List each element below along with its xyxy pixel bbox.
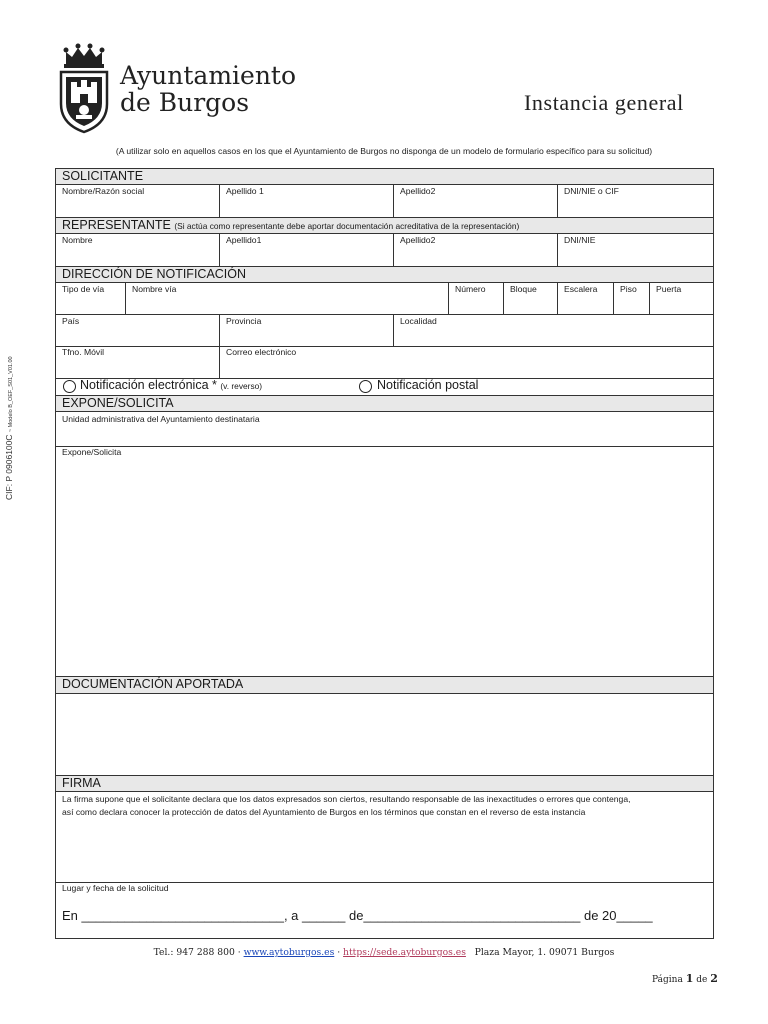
firma-title: FIRMA [62,776,101,790]
footer-sep: · [337,947,341,958]
field-provincia[interactable]: Provincia [226,316,262,326]
field-nombre-via[interactable]: Nombre vía [132,284,177,294]
section-firma [56,775,713,792]
section-direccion [56,266,713,283]
lugar-fecha-label: Lugar y fecha de la solicitud [62,883,169,893]
field-piso[interactable]: Piso [620,284,637,294]
usage-note: (A utilizar solo en aquellos casos en los que el Ayuntamiento de Burgos no disponga de un modelo de formulario específico para su solicitud) [115,146,653,156]
field-rep-dni-nie[interactable]: DNI/NIE [564,235,596,245]
section-expone-solicita [56,395,713,412]
field-escalera[interactable]: Escalera [564,284,598,294]
section-representante [56,217,713,234]
footer-web-link[interactable]: www.aytoburgos.es [243,947,335,958]
solicitante-title: SOLICITANTE [62,169,144,183]
lugar-fecha-line[interactable]: En ____________________________, a ______ de______________________________ de 20_____ [62,908,653,923]
model-code: ~ Modelo B_OEF_S01_V01.00 [8,356,14,433]
field-numero[interactable]: Número [455,284,486,294]
representante-note: (Si actúa como representante debe aportar documentación acreditativa de la representación) [174,221,520,231]
org-line2: de Burgos [120,88,250,117]
field-apellido2[interactable]: Apellido2 [400,186,436,196]
notificacion-postal-label: Notificación postal [377,378,479,392]
page-number: Página 1 de 2 [652,972,718,985]
burgos-crest-logo [58,42,110,134]
field-rep-apellido1[interactable]: Apellido1 [226,235,262,245]
field-apellido1[interactable]: Apellido 1 [226,186,264,196]
field-rep-nombre[interactable]: Nombre [62,235,93,245]
field-dni-nie-cif[interactable]: DNI/NIE o CIF [564,186,619,196]
field-rep-apellido2[interactable]: Apellido2 [400,235,436,245]
org-line1: Ayuntamiento [120,61,297,90]
direccion-title: DIRECCIÓN DE NOTIFICACIÓN [62,267,247,281]
field-correo[interactable]: Correo electrónico [226,347,297,357]
section-solicitante [56,168,713,185]
firma-declaration: La firma supone que el solicitante declara que los datos expresados son ciertos, resultando responsable de las inexactitudes o errores que contenga, así como declara conocer la protección de datos del Ayuntamiento de Burgos en los términos que constan en el reverso de esta instancia [62,794,631,817]
field-pais[interactable]: País [62,316,80,326]
document-title: Instancia general [524,90,684,115]
notificacion-electronica-radio[interactable] [63,380,76,393]
notificacion-electronica-label: Notificación electrónica * (v. reverso) [80,378,263,392]
field-bloque[interactable]: Bloque [510,284,537,294]
footer-address: Plaza Mayor, 1. 09071 Burgos [474,947,615,958]
footer-sede-link[interactable]: https://sede.aytoburgos.es [343,947,466,958]
notificacion-postal-radio[interactable] [359,380,372,393]
organization-name [120,62,296,116]
cif-code: CIF: P 0906100C [4,434,14,500]
field-expone-solicita[interactable]: Expone/Solicita [62,447,122,457]
application-form [55,168,714,939]
footer-contact [0,947,768,958]
field-unidad-administrativa[interactable]: Unidad administrativa del Ayuntamiento destinataria [62,414,260,424]
field-tfno-movil[interactable]: Tfno. Móvil [62,347,105,357]
documentacion-title: DOCUMENTACIÓN APORTADA [62,677,244,691]
field-localidad[interactable]: Localidad [400,316,437,326]
representante-title: REPRESENTANTE [62,218,171,232]
side-model-code [4,356,14,500]
section-documentacion [56,676,713,694]
field-tipo-via[interactable]: Tipo de vía [62,284,105,294]
field-puerta[interactable]: Puerta [656,284,682,294]
field-nombre-razon-social[interactable]: Nombre/Razón social [62,186,145,196]
footer-tel: Tel.: 947 288 800 · [153,947,241,958]
expone-title: EXPONE/SOLICITA [62,396,174,410]
